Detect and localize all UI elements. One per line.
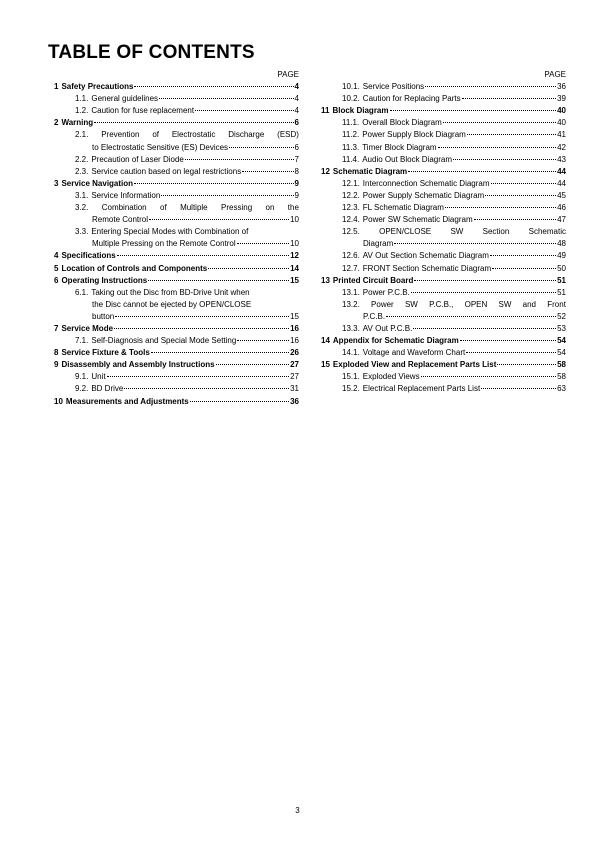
dot-leader: [408, 171, 556, 172]
section-number: 9.1.: [75, 372, 89, 382]
section-title: Warning: [61, 118, 94, 128]
toc-entry[interactable]: [321, 142, 566, 154]
section-title: Caution for fuse replacement: [91, 106, 195, 116]
section-number: 9: [54, 360, 59, 370]
toc-entry-wrapped-line[interactable]: [54, 226, 299, 238]
section-number: 12.1.: [342, 178, 360, 188]
toc-entry[interactable]: [321, 275, 566, 287]
page-number: 3: [295, 806, 300, 815]
document-title: TABLE OF CONTENTS: [48, 42, 255, 63]
section-number: 11.1.: [342, 118, 360, 128]
page-ref: 49: [557, 251, 566, 261]
dot-leader: [443, 122, 556, 123]
section-title: Safety Precautions: [61, 82, 134, 92]
section-number: 13: [321, 275, 330, 285]
section-title: AV Out P.C.B.: [362, 323, 413, 333]
dot-leader: [117, 255, 289, 256]
section-title: Service Positions: [362, 82, 425, 92]
section-title: Diagram: [363, 239, 394, 249]
section-number: 11.2.: [342, 130, 360, 140]
dot-leader: [237, 340, 289, 341]
title-word: OPEN: [464, 299, 488, 309]
page-ref: 39: [557, 94, 566, 104]
dot-leader: [481, 388, 556, 389]
toc-entry[interactable]: [54, 323, 299, 335]
toc-entry[interactable]: [321, 117, 566, 129]
toc-entry[interactable]: [54, 154, 299, 166]
section-title: to Electrostatic Sensitive (ES) Devices: [92, 142, 229, 152]
page-ref: 53: [557, 323, 566, 333]
dot-leader: [491, 183, 557, 184]
section-number: 9.2.: [75, 384, 89, 394]
section-number: 13.1.: [342, 287, 360, 297]
page-ref: 16: [290, 336, 299, 346]
page-ref: 9: [294, 178, 299, 188]
page-ref: 42: [557, 142, 566, 152]
section-number: 10.2.: [342, 94, 360, 104]
toc-entry[interactable]: [54, 263, 299, 275]
page-ref: 58: [557, 360, 566, 370]
dot-leader: [115, 316, 289, 317]
section-number: 5: [54, 263, 59, 273]
section-number: 2: [54, 118, 59, 128]
dot-leader: [421, 376, 557, 377]
toc-entry-wrapped-line[interactable]: [321, 226, 566, 238]
section-number: 12.4.: [342, 215, 360, 225]
page-column-header: PAGE: [544, 70, 566, 79]
page-ref: 14: [290, 263, 299, 273]
toc-entry[interactable]: [54, 81, 299, 93]
dot-leader: [124, 388, 289, 389]
dot-leader: [94, 122, 293, 123]
page-ref: 63: [557, 384, 566, 394]
title-word: the: [287, 203, 299, 213]
section-title: Measurements and Adjustments: [65, 396, 189, 406]
page-ref: 7: [294, 154, 299, 164]
page-column-header: PAGE: [277, 70, 299, 79]
toc-entry[interactable]: [321, 263, 566, 275]
toc-entry[interactable]: [54, 335, 299, 347]
section-title: AV Out Section Schematic Diagram: [362, 251, 489, 261]
section-title: FRONT Section Schematic Diagram: [362, 263, 492, 273]
section-title: Printed Circuit Board: [332, 275, 414, 285]
toc-right-column: [321, 69, 566, 396]
page-ref: 27: [290, 360, 299, 370]
title-word: Combination: [101, 203, 147, 213]
toc-entry[interactable]: [54, 250, 299, 262]
page-ref: 4: [294, 82, 299, 92]
page-ref: 54: [557, 348, 566, 358]
section-number: 3.3.: [75, 227, 89, 237]
dot-leader: [490, 255, 556, 256]
toc-entry[interactable]: [54, 347, 299, 359]
section-title: Power P.C.B.: [362, 287, 410, 297]
section-title: Taking out the Disc from BD-Drive Unit when: [91, 287, 250, 297]
toc-entry-continuation[interactable]: [321, 311, 566, 323]
section-number: 4: [54, 251, 59, 261]
section-number: 11: [321, 106, 330, 116]
page-ref: 41: [557, 130, 566, 140]
section-number: 12: [321, 166, 330, 176]
page-ref: 47: [557, 215, 566, 225]
section-title: Entering Special Modes with Combination of: [91, 227, 249, 237]
dot-leader: [242, 171, 293, 172]
section-title: Block Diagram: [332, 106, 389, 116]
dot-leader: [149, 219, 289, 220]
toc-entry[interactable]: [321, 335, 566, 347]
section-title: Overall Block Diagram: [362, 118, 442, 128]
section-number: 6.1.: [75, 287, 89, 297]
dot-leader: [467, 134, 556, 135]
page-ref: 9: [294, 190, 299, 200]
title-word: Section: [482, 227, 510, 237]
title-word: SW: [404, 299, 418, 309]
section-number: 11.4.: [342, 154, 360, 164]
section-title: Audio Out Block Diagram: [362, 154, 453, 164]
toc-entry-continuation[interactable]: [54, 214, 299, 226]
section-number: 2.2.: [75, 154, 89, 164]
dot-leader: [413, 328, 556, 329]
dot-leader: [107, 376, 290, 377]
section-number: 13.3.: [342, 323, 360, 333]
title-word: (ESD): [277, 130, 299, 140]
section-number: 14.1.: [342, 348, 360, 358]
section-number: 2.3.: [75, 166, 89, 176]
page-ref: 52: [557, 311, 566, 321]
title-word: Pressing: [221, 203, 253, 213]
page-ref: 26: [290, 348, 299, 358]
section-title: Exploded View and Replacement Parts List: [332, 360, 497, 370]
dot-leader: [445, 207, 556, 208]
dot-leader: [195, 110, 293, 111]
dot-leader: [216, 364, 290, 365]
title-word: of: [160, 203, 167, 213]
page-ref: 51: [557, 287, 566, 297]
title-word: Multiple: [180, 203, 208, 213]
section-number: 7: [54, 323, 59, 333]
dot-leader: [390, 110, 557, 111]
section-title: Operating Instructions: [61, 275, 148, 285]
page-ref: 46: [557, 203, 566, 213]
dot-leader: [411, 292, 556, 293]
page-ref: 10: [290, 239, 299, 249]
section-number: 1: [54, 82, 59, 92]
section-title: Specifications: [61, 251, 116, 261]
dot-leader: [492, 268, 556, 269]
toc-entry[interactable]: [321, 383, 566, 395]
section-title: BD Drive: [91, 384, 124, 394]
toc-entry[interactable]: [54, 105, 299, 117]
section-number: 12.7.: [342, 263, 360, 273]
toc-entry[interactable]: [321, 105, 566, 117]
title-word: of: [152, 130, 159, 140]
toc-entry[interactable]: [54, 166, 299, 178]
section-title: Precaution of Laser Diode: [91, 154, 184, 164]
dot-leader: [148, 280, 289, 281]
page-ref: 16: [290, 323, 299, 333]
section-number: 11.3.: [342, 142, 360, 152]
section-number: 12.6.: [342, 251, 360, 261]
section-number: 12.5.: [342, 227, 360, 237]
dot-leader: [497, 364, 556, 365]
page-ref: 40: [557, 118, 566, 128]
section-title: Power Supply Schematic Diagram: [362, 190, 485, 200]
title-word: Prevention: [101, 130, 140, 140]
toc-entry[interactable]: [54, 178, 299, 190]
title-word: OPEN/CLOSE: [379, 227, 432, 237]
dot-leader: [161, 195, 293, 196]
dot-leader: [438, 147, 557, 148]
section-title: button: [92, 311, 115, 321]
title-word: Front: [547, 299, 566, 309]
section-number: 14: [321, 336, 330, 346]
page-ref: 58: [557, 372, 566, 382]
toc-entry[interactable]: [321, 166, 566, 178]
toc-entry[interactable]: [321, 214, 566, 226]
section-title: Service Fixture & Tools: [61, 348, 150, 358]
dot-leader: [414, 280, 556, 281]
dot-leader: [151, 352, 289, 353]
section-number: 6: [54, 275, 59, 285]
section-title: FL Schematic Diagram: [362, 203, 444, 213]
dot-leader: [466, 352, 556, 353]
section-number: 12.2.: [342, 190, 360, 200]
toc-entry-wrapped-line[interactable]: [54, 202, 299, 214]
dot-leader: [394, 243, 556, 244]
toc-entry-continuation[interactable]: [54, 142, 299, 154]
section-number: 1.1.: [75, 94, 89, 104]
section-title: Voltage and Waveform Chart: [362, 348, 466, 358]
section-title: Location of Controls and Components: [61, 263, 208, 273]
dot-leader: [190, 401, 289, 402]
section-title: Power Supply Block Diagram: [362, 130, 466, 140]
toc-entry[interactable]: [54, 371, 299, 383]
toc-entry[interactable]: [54, 396, 299, 408]
section-number: 10.1.: [342, 82, 360, 92]
page-ref: 36: [557, 82, 566, 92]
page-ref: 36: [290, 396, 299, 406]
toc-entry[interactable]: [54, 359, 299, 371]
page-ref: 6: [294, 118, 299, 128]
section-title: Timer Block Diagram: [362, 142, 437, 152]
section-title: Caution for Replacing Parts: [362, 94, 461, 104]
section-number: 2.1.: [75, 130, 89, 140]
section-number: 3.2.: [75, 203, 89, 213]
toc-entry[interactable]: [54, 93, 299, 105]
dot-leader: [237, 243, 289, 244]
page-ref: 10: [290, 215, 299, 225]
dot-leader: [229, 147, 294, 148]
dot-leader: [114, 328, 289, 329]
toc-entry[interactable]: [321, 323, 566, 335]
dot-leader: [453, 159, 556, 160]
page-ref: 12: [290, 251, 299, 261]
page-ref: 15: [290, 275, 299, 285]
section-title: Multiple Pressing on the Remote Control: [92, 239, 236, 249]
section-number: 7.1.: [75, 336, 89, 346]
section-number: 15.1.: [342, 372, 360, 382]
page-ref: 54: [557, 336, 566, 346]
title-word: and: [522, 299, 537, 309]
toc-entry-continuation[interactable]: [321, 238, 566, 250]
dot-leader: [474, 219, 556, 220]
page-ref: 51: [557, 275, 566, 285]
section-title: P.C.B.: [363, 311, 386, 321]
section-title: Schematic Diagram: [332, 166, 408, 176]
toc-entry[interactable]: [54, 117, 299, 129]
section-number: 3: [54, 178, 59, 188]
toc-entry-wrapped-line[interactable]: [54, 129, 299, 141]
page-ref: 4: [294, 106, 299, 116]
section-number: 13.2.: [342, 299, 360, 309]
toc-entry-wrapped-line[interactable]: [321, 299, 566, 311]
section-number: 12.3.: [342, 203, 360, 213]
toc-entry-continuation[interactable]: [54, 299, 299, 311]
dot-leader: [208, 268, 289, 269]
page-ref: 50: [557, 263, 566, 273]
section-title: Disassembly and Assembly Instructions: [61, 360, 215, 370]
section-title: Interconnection Schematic Diagram: [362, 178, 490, 188]
section-title: Exploded Views: [362, 372, 420, 382]
toc-entry[interactable]: [54, 275, 299, 287]
title-word: P.C.B.,: [429, 299, 454, 309]
toc-entry[interactable]: [321, 129, 566, 141]
section-title: Self-Diagnosis and Special Mode Setting: [91, 336, 237, 346]
toc-entry-wrapped-line[interactable]: [54, 287, 299, 299]
title-word: Power: [371, 299, 394, 309]
page-ref: 27: [290, 372, 299, 382]
page-ref: 44: [557, 166, 566, 176]
toc-entry-continuation[interactable]: [54, 238, 299, 250]
toc-left-column: [54, 69, 299, 408]
page-ref: 15: [290, 311, 299, 321]
dot-leader: [460, 340, 556, 341]
toc-entry[interactable]: [321, 154, 566, 166]
section-title: Service Mode: [61, 323, 114, 333]
toc-entry[interactable]: [321, 287, 566, 299]
title-word: on: [265, 203, 275, 213]
toc-entry[interactable]: [321, 178, 566, 190]
toc-entry[interactable]: [54, 190, 299, 202]
page-ref: 8: [294, 166, 299, 176]
toc-entry[interactable]: [321, 250, 566, 262]
page-ref: 44: [557, 178, 566, 188]
toc-entry[interactable]: [321, 371, 566, 383]
section-title: Power SW Schematic Diagram: [362, 215, 473, 225]
section-number: 8: [54, 348, 59, 358]
page-ref: 31: [290, 384, 299, 394]
toc-entry[interactable]: [321, 93, 566, 105]
dot-leader: [185, 159, 294, 160]
section-title: Appendix for Schematic Diagram: [332, 336, 459, 346]
title-word: Schematic: [528, 227, 566, 237]
section-number: 15: [321, 360, 330, 370]
toc-entry[interactable]: [321, 202, 566, 214]
toc-entry[interactable]: [321, 190, 566, 202]
dot-leader: [462, 98, 556, 99]
dot-leader: [134, 86, 293, 87]
page-ref: 45: [557, 190, 566, 200]
title-word: SW: [498, 299, 512, 309]
page-ref: 4: [294, 94, 299, 104]
page-ref: 43: [557, 154, 566, 164]
section-title: General guidelines: [91, 94, 159, 104]
title-word: Discharge: [228, 130, 265, 140]
section-number: 1.2.: [75, 106, 89, 116]
dot-leader: [159, 98, 293, 99]
toc-entry[interactable]: [321, 359, 566, 371]
section-number: 3.1.: [75, 190, 89, 200]
toc-entry[interactable]: [321, 347, 566, 359]
page-ref: 40: [557, 106, 566, 116]
page-ref: 6: [294, 142, 299, 152]
dot-leader: [386, 316, 556, 317]
section-title: Service Information: [91, 190, 161, 200]
dot-leader: [425, 86, 556, 87]
page-ref: 48: [557, 239, 566, 249]
section-title: Unit: [91, 372, 106, 382]
section-number: 15.2.: [342, 384, 360, 394]
section-title: the Disc cannot be ejected by OPEN/CLOSE: [92, 299, 252, 309]
toc-entry-continuation[interactable]: [54, 311, 299, 323]
section-number: 10: [54, 396, 63, 406]
toc-entry[interactable]: [54, 383, 299, 395]
dot-leader: [134, 183, 294, 184]
title-word: SW: [450, 227, 464, 237]
section-title: Service caution based on legal restrictions: [91, 166, 242, 176]
title-word: Electrostatic: [171, 130, 216, 140]
section-title: Service Navigation: [61, 178, 134, 188]
section-title: Remote Control: [92, 215, 149, 225]
section-title: Electrical Replacement Parts List: [362, 384, 481, 394]
toc-entry[interactable]: [321, 81, 566, 93]
dot-leader: [485, 195, 556, 196]
